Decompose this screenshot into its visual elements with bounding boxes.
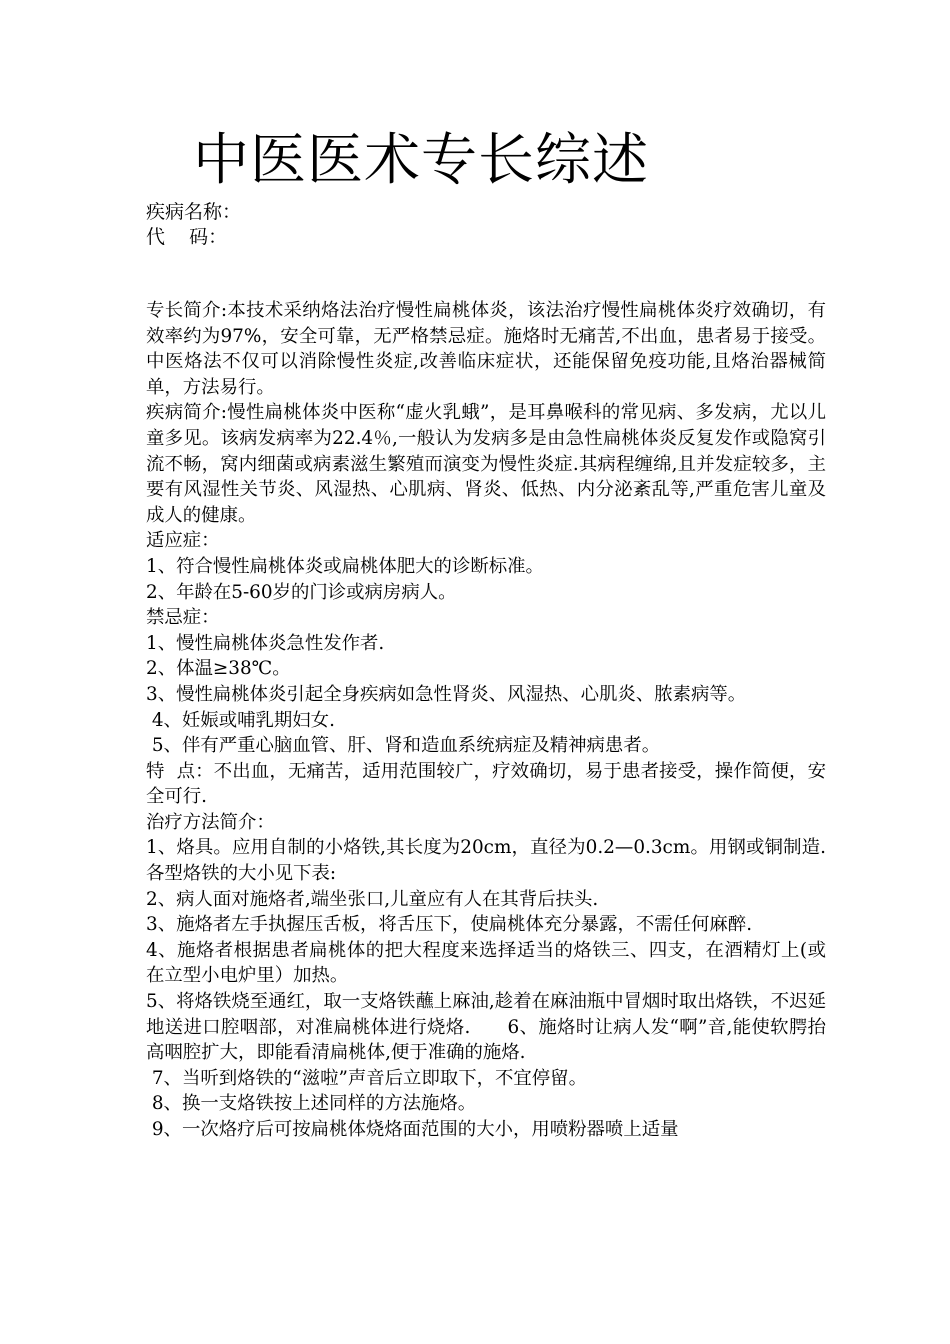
treatment-step: 1、烙具。应用自制的小烙铁,其长度为20cm，直径为0.2—0.3cm。用钢或铜制造.各型烙铁的大小见下表: (146, 837, 826, 885)
paragraph-features: 特 点：不出血，无痛苦，适用范围较广，疗效确切，易于患者接受，操作简便，安全可行. (146, 760, 826, 808)
contraindication-item: 3、慢性扁桃体炎引起全身疾病如急性肾炎、风湿热、心肌炎、脓素病等。 (146, 683, 747, 705)
treatment-step: 2、病人面对施烙者,端坐张口,儿童应有人在其背后扶头. (146, 888, 599, 910)
treatment-step: 8、换一支烙铁按上述同样的方法施烙。 (146, 1093, 477, 1115)
header-fields (146, 200, 241, 250)
paragraph-disease-intro: 疾病简介:慢性扁桃体炎中医称“虚火乳蛾”，是耳鼻喉科的常见病、多发病，尤以儿童多见。该病发病率为22.4％,一般认为发病多是由急性扁桃体炎反复发作或隐窝引流不畅，窝内细菌或病素滋生繁殖而演变为慢性炎症.其病程缠绵,且并发症较多，主要有风湿性关节炎、风湿热、心肌病、肾炎、低热、内分泌紊乱等,严重危害儿童及成人的健康。 (146, 402, 826, 526)
treatment-step: 5、将烙铁烧至通红，取一支烙铁蘸上麻油,趁着在麻油瓶中冒烟时取出烙铁，不迟延地送进口腔咽部，对准扁桃体进行烧烙. 6、施烙时让病人发“啊”音,能使软腭抬高咽腔扩大，即能看清扁桃体,便于准确的施烙. (146, 991, 826, 1064)
document-body (146, 298, 826, 1143)
disease-name-field: 疾病名称： (146, 201, 242, 223)
heading-treatment-method: 治疗方法简介： (146, 811, 275, 833)
code-field: 代 码： (146, 226, 228, 248)
contraindication-item: 5、伴有严重心脑血管、肝、肾和造血系统病症及精神病患者。 (146, 735, 661, 757)
contraindication-item: 1、慢性扁桃体炎急性发作者. (146, 632, 385, 654)
heading-indications: 适应症： (146, 530, 220, 552)
treatment-step: 9、一次烙疗后可按扁桃体烧烙面范围的大小，用喷粉器喷上适量 (146, 1119, 679, 1140)
treatment-step: 4、施烙者根据患者扁桃体的把大程度来选择适当的烙铁三、四支，在酒精灯上(或在立型小电炉里）加热。 (146, 939, 826, 987)
heading-contraindications: 禁忌症： (146, 607, 220, 629)
paragraph-specialty-intro: 专长简介:本技术采纳烙法治疗慢性扁桃体炎，该法治疗慢性扁桃体炎疗效确切，有效率约为97%，安全可靠，无严格禁忌症。施烙时无痛苦,不出血，患者易于接受。中医烙法不仅可以消除慢性炎症,改善临床症状，还能保留免疫功能,且烙治器械简单，方法易行。 (146, 300, 826, 398)
indication-item: 1、符合慢性扁桃体炎或扁桃体肥大的诊断标准。 (146, 555, 544, 577)
contraindication-item: 2、体温≥38℃。 (146, 658, 291, 680)
document-title: 中医医术专长综述 (193, 128, 649, 193)
treatment-step: 3、施烙者左手执握压舌板，将舌压下，使扁桃体充分暴露，不需任何麻醉. (146, 914, 753, 936)
treatment-step: 7、当听到烙铁的“滋啦”声音后立即取下，不宜停留。 (146, 1067, 587, 1089)
indication-item: 2、年龄在5-60岁的门诊或病房病人。 (146, 581, 457, 603)
contraindication-item: 4、妊娠或哺乳期妇女. (146, 709, 335, 731)
